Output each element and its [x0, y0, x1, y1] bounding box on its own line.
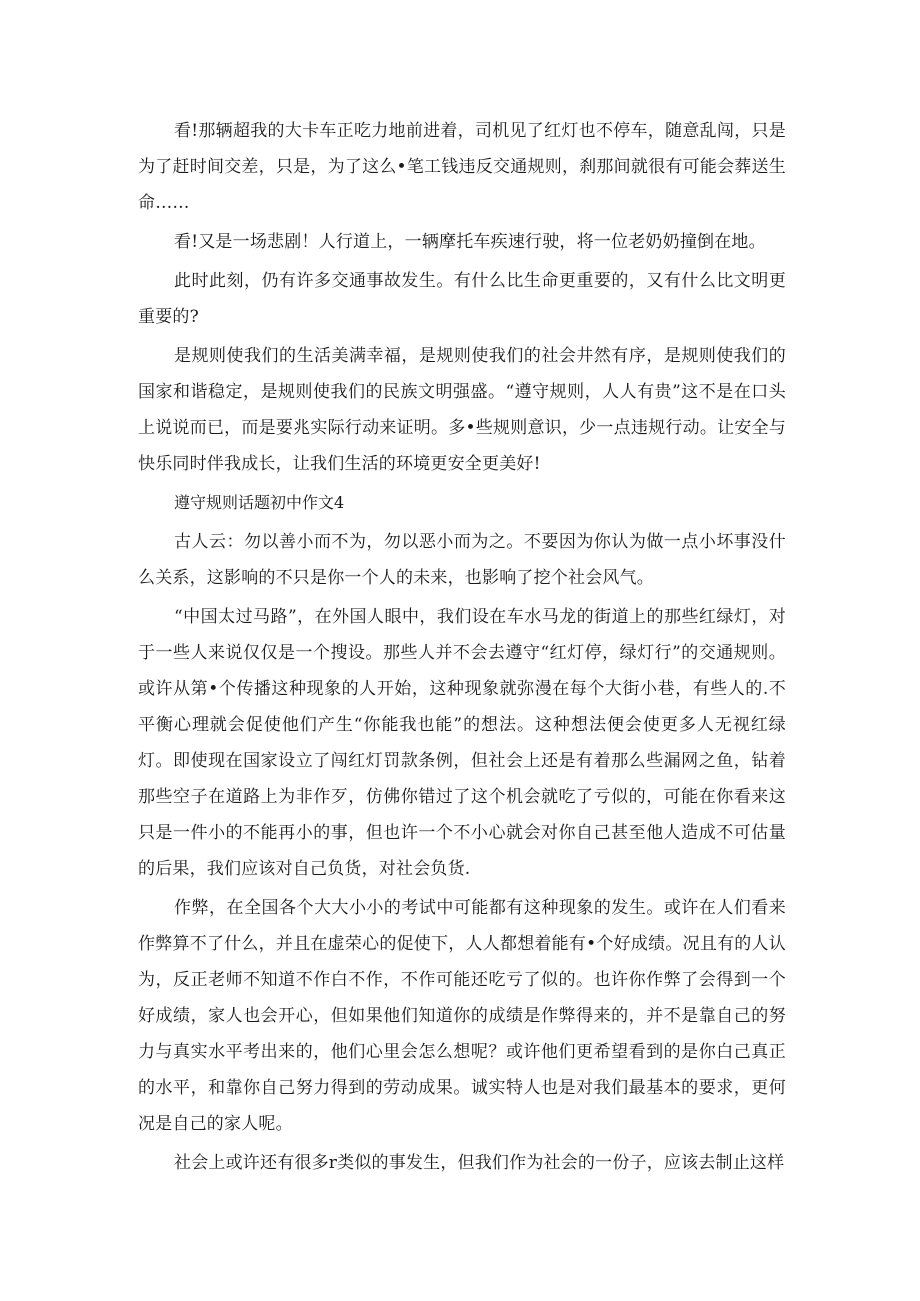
paragraph-accidents: 此时此刻，仍有许多交通事故发生。有什么比生命更重要的，又有什么比文明更重要的?: [138, 271, 786, 327]
paragraph-motorcycle: 看!又是一场悲剧！人行道上，一辆摩托车疾速行驶，将一位老奶奶撞倒在地。: [174, 232, 766, 252]
paragraph-society: 社会上或许还有很多r类似的事发生，但我们作为社会的一份子，应该去制止这样: [174, 1153, 785, 1173]
paragraph-cheating: 作弊，在全国各个大大小小的考试中可能都有这种现象的发生。或许在人们看来作弊算不了什么，并且在虚荣心的促使下，人人都想着能有•个好成绩。况且有的人认为，反正老师不知道不作白不作，不作可能还吃亏了似的。也许你作弊了会得到一个好成绩，家人也会开心，但如果他们知道你的成绩是作弊得来的，并不是靠自己的努力与真实水平考出来的，他们心里会怎么想呢？或许他们更希望看到的是你白己真正的水平，和靠你自己努力得到的劳动成果。诚实特人也是对我们最基本的要求，更何况是自己的家人呢。: [138, 898, 786, 1134]
paragraph-truck: 看!那辆超我的大卡车正吃力地前进着，司机见了红灯也不停车，随意乱闯，只是为了赶时间交差，只是，为了这么•笔工钱违反交通规则，刹那间就很有可能会葬送生命……: [138, 121, 786, 213]
essay-heading: 遵守规则话题初中作文4: [174, 493, 345, 512]
paragraph-rules: 是规则使我们的生活美满幸福，是规则使我们的社会井然有序，是规则使我们的国家和谐稳定，是规则使我们的民族文明强盛。“遵守规则，人人有贵”这不是在口头上说说而已，而是要兆实际行动来证明。多•些规则意识，少一点违规行动。让安全与快乐同时伴我成长，让我们生活的环境更安全更美好!: [138, 346, 786, 474]
document-body: [138, 113, 786, 1184]
paragraph-ancients: 古人云：勿以善小而不为，勿以恶小而为之。不要因为你认为做一点小坏事没什么关系，这影响的不只是你一个人的未来，也影响了挖个社会风气。: [138, 532, 786, 588]
paragraph-traffic-lights: “中国太过马路”，在外国人眼中，我们设在车水马龙的街道上的那些红绿灯，对于一些人来说仅仅是一个搜设。那些人并不会去遵守“红灯停，绿灯行”的交通规则。或许从第•个传播这种现象的人开始，这种现象就弥漫在每个大街小巷，有些人的.不平衡心理就会促使他们产生“你能我也能”的想法。这种想法便会使更多人无视红绿灯。即使现在国家设立了闯红灯罚款条例，但社会上还是有着那么些漏网之鱼，钻着那些空子在道路上为非作歹，仿佛你错过了这个机会就吃了亏似的，可能在你看来这只是一件小的不能再小的事，但也许一个不小心就会对你自己甚至他人造成不可估量的后果，我们应该对自己负货，对社会负货.: [138, 607, 786, 879]
